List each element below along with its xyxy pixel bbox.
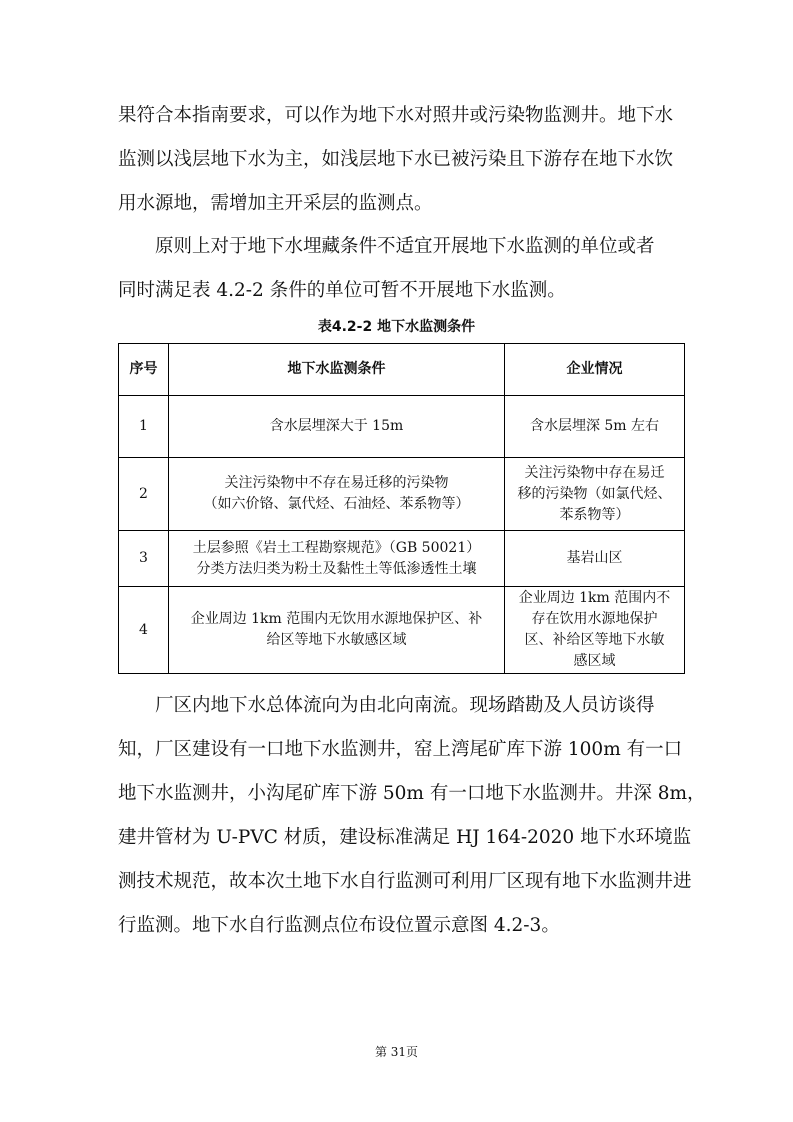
row-no: 2	[119, 458, 169, 531]
cell-line: 含水层埋深大于 15m	[269, 418, 404, 434]
header-no: 序号	[119, 344, 169, 396]
text-line: 测技术规范，故本次土地下水自行监测可利用厂区现有地下水监测井进	[118, 871, 692, 892]
cell-line: 移的污染物（如氯代烃、	[517, 485, 672, 502]
table-row	[119, 396, 685, 458]
table-header-row	[119, 344, 685, 396]
row-no: 3	[119, 531, 169, 587]
table-row	[119, 458, 685, 531]
table-row	[119, 531, 685, 587]
row-condition	[169, 458, 505, 531]
row-condition	[169, 396, 505, 458]
table-caption: 表4.2-2 地下水监测条件	[317, 319, 476, 335]
cell-line: 分类方法归类为粉土及黏性土等低渗透性土壤	[196, 560, 477, 577]
cell-line: 存在饮用水源地保护	[531, 611, 658, 627]
table-row	[119, 587, 685, 674]
paragraph-2	[118, 225, 684, 313]
cell-line: 含水层埋深 5m 左右	[529, 418, 660, 434]
row-no: 1	[119, 396, 169, 458]
row-situation	[505, 458, 685, 531]
text-line: 建井管材为 U-PVC 材质，建设标准满足 HJ 164-2020 地下水环境监	[118, 827, 692, 848]
paragraph-3	[118, 684, 706, 948]
cell-line: （如六价铬、氯代烃、石油烃、苯系物等）	[203, 496, 470, 512]
text-line: 地下水监测井，小沟尾矿库下游 50m 有一口地下水监测井。井深 8m，	[118, 783, 706, 804]
page-number: 第 31页	[374, 1045, 419, 1059]
cell-line: 关注污染物中不存在易迁移的污染物	[224, 475, 449, 491]
header-situation: 企业情况	[505, 344, 685, 396]
cell-line: 企业周边 1km 范围内不	[518, 590, 671, 606]
cell-line: 关注污染物中存在易迁	[524, 464, 665, 481]
row-condition	[169, 531, 505, 587]
cell-line: 苯系物等）	[559, 506, 630, 523]
cell-line: 企业周边 1km 范围内无饮用水源地保护区、补	[190, 611, 483, 627]
text-line: 监测以浅层地下水为主，如浅层地下水已被污染且下游存在地下水饮	[118, 149, 674, 170]
text-line: 行监测。地下水自行监测点位布设位置示意图 4.2-3。	[118, 915, 560, 936]
text-line: 果符合本指南要求，可以作为地下水对照井或污染物监测井。地下水	[118, 105, 674, 126]
row-condition	[169, 587, 505, 674]
header-condition: 地下水监测条件	[169, 344, 505, 396]
text-line: 知，厂区建设有一口地下水监测井，窑上湾尾矿库下游 100m 有一口	[118, 739, 683, 760]
text-line: 原则上对于地下水埋藏条件不适宜开展地下水监测的单位或者	[118, 236, 655, 257]
cell-line: 给区等地下水敏感区域	[266, 632, 407, 648]
row-no: 4	[119, 587, 169, 674]
groundwater-conditions-table	[118, 343, 685, 674]
text-line: 厂区内地下水总体流向为由北向南流。现场踏勘及人员访谈得	[118, 695, 655, 716]
text-line: 同时满足表 4.2-2 条件的单位可暂不开展地下水监测。	[118, 280, 566, 301]
cell-line: 土层参照《岩土工程勘察规范》（GB 50021）	[192, 539, 481, 556]
row-situation	[505, 396, 685, 458]
cell-line: 基岩山区	[566, 550, 623, 566]
text-line: 用水源地，需增加主开采层的监测点。	[118, 193, 433, 214]
cell-line: 区、补给区等地下水敏	[524, 632, 665, 648]
row-situation	[505, 531, 685, 587]
paragraph-1	[118, 94, 684, 226]
row-situation	[505, 587, 685, 674]
cell-line: 感区域	[573, 653, 616, 669]
